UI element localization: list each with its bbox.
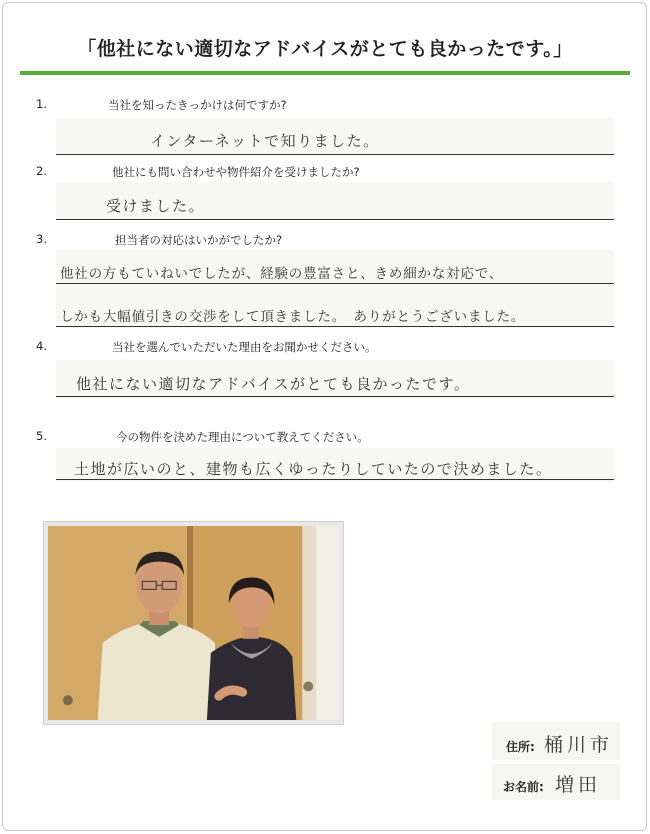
address-label: 住所: <box>506 740 535 754</box>
customer-photo <box>43 521 344 725</box>
customer-photo-image <box>48 526 339 720</box>
answer-3-rule-2 <box>56 326 614 327</box>
answer-1-rule <box>56 154 614 155</box>
answer-3-line-1: 他社の方もていねいでしたが、経験の豊富さと、きめ細かな対応で、 <box>60 266 504 282</box>
answer-2-line-1: 受けました。 <box>106 197 206 215</box>
answer-5-line-1: 土地が広いのと、建物も広くゆったりしていたので決めました。 <box>74 460 553 478</box>
question-5-text: 今の物件を決めた理由について教えてください。 <box>116 430 369 444</box>
address-value: 桶川市 <box>544 734 614 756</box>
question-5-number: 5. <box>36 429 47 443</box>
title-divider <box>20 71 630 75</box>
answer-4-line-1: 他社にない適切なアドバイスがとても良かったです。 <box>76 375 471 393</box>
question-2-number: 2. <box>36 164 47 178</box>
question-3-number: 3. <box>36 232 47 246</box>
question-2-text: 他社にも問い合わせや物件紹介を受けましたか? <box>112 165 360 179</box>
answer-2-rule <box>56 219 614 220</box>
name-label: お名前: <box>503 780 544 794</box>
name-value: 増田 <box>555 774 602 796</box>
answer-4-rule <box>56 396 614 397</box>
answer-3-line-2: しかも大幅値引きの交渉をして頂きました。 ありがとうございました。 <box>60 309 526 325</box>
answer-3-rule-1 <box>56 283 614 284</box>
question-4-text: 当社を選んでいただいた理由をお聞かせください。 <box>112 340 377 354</box>
question-4-number: 4. <box>36 339 47 353</box>
answer-5-rule <box>56 479 614 480</box>
page-title: 「他社にない適切なアドバイスがとても良かったです。」 <box>77 38 573 60</box>
question-3-text: 担当者の対応はいかがでしたか? <box>115 233 283 247</box>
question-1-text: 当社を知ったきっかけは何ですか? <box>108 98 287 112</box>
question-1-number: 1. <box>36 97 47 111</box>
answer-1-line-1: インターネットで知りました。 <box>150 132 380 150</box>
